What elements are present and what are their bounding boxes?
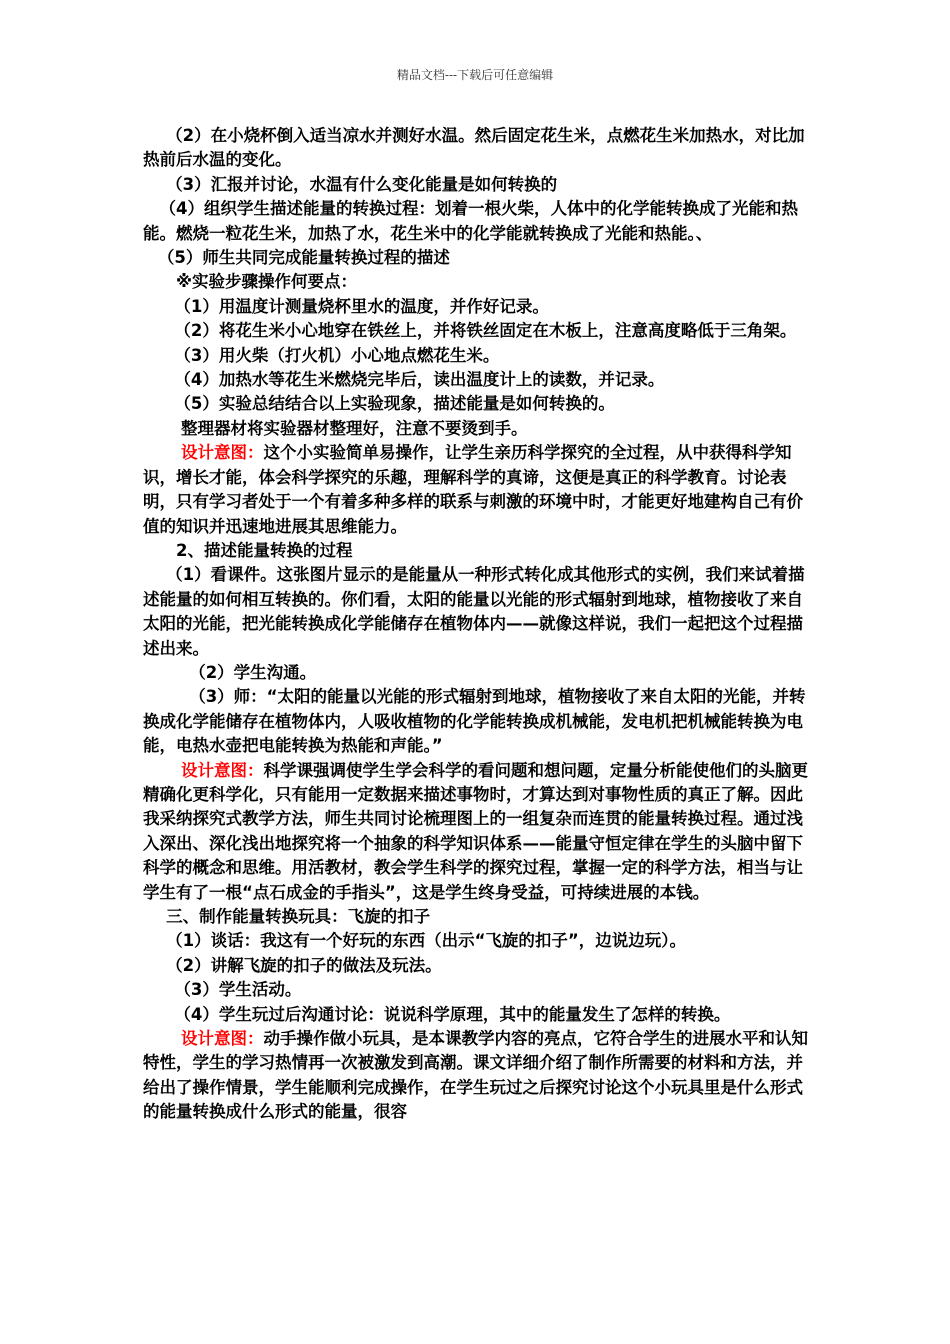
paragraph-text: （4）加热水等花生米燃烧完毕后，读出温度计上的读数，并记录。: [174, 370, 665, 390]
paragraph: [143, 685, 808, 758]
paragraph-text: （3）学生活动。: [174, 980, 302, 1000]
paragraph: [143, 344, 808, 368]
paragraph: [143, 319, 808, 343]
paragraph-text: 整理器材将实验器材整理好，注意不要烫到手。: [180, 418, 528, 438]
paragraph-text: ※实验步骤操作何要点：: [176, 272, 358, 292]
paragraph-text: 2、描述能量转换的过程: [176, 540, 353, 560]
paragraph: [143, 978, 808, 1002]
design-intent-paragraph: [143, 441, 808, 539]
paragraph: [143, 295, 808, 319]
paragraph: [143, 392, 808, 416]
paragraph-text: 三、制作能量转换玩具：飞旋的扣子: [166, 907, 431, 926]
paragraph-text: （4）学生玩过后沟通讨论：说说科学原理，其中的能量发生了怎样的转换。: [174, 1004, 731, 1024]
paragraph-text: （2）在小烧杯倒入适当凉水并测好水温。然后固定花生米，点燃花生米加热水，对比加热前后水温的变化。: [143, 126, 805, 170]
paragraph-text: （5）实验总结结合以上实验现象，描述能量是如何转换的。: [174, 394, 615, 414]
paragraph: [143, 661, 808, 685]
design-intent-label: 设计意图：: [180, 1029, 264, 1049]
paragraph-text: （2）学生沟通。: [189, 662, 317, 682]
paragraph-text: （1）谈话：我这有一个好玩的东西（出示“飞旋的扣子”，边说边玩）。: [166, 931, 687, 951]
paragraph: [143, 368, 808, 392]
paragraph: [143, 197, 808, 246]
paragraph-text: 科学课强调使学生学会科学的看问题和想问题，定量分析能使他们的头脑更精确化更科学化，只有能用一定数据来描述事物时，才算达到对事物性质的真正了解。因此我采纳探究式教学方法，师生共同讨论梳理图上的一组复杂而连贯的能量转换过程。通过浅入深出、深化浅出地探究将一个抽象的科学知识体系——能量守恒定律在学生的头脑中留下科学的概念和思维。用活教材，教会学生科学的探究过程，掌握一定的科学方法，相当与让学生有了一根“点石成金的手指头”，这是学生终身受益，可持续进展的本钱。: [143, 760, 808, 902]
paragraph: [143, 124, 808, 173]
paragraph-text: （3）汇报并讨论，水温有什么变化能量是如何转换的: [166, 174, 558, 194]
paragraph: [143, 954, 808, 978]
document-body: [143, 124, 808, 1125]
paragraph: [143, 173, 808, 197]
paragraph-text: （5）师生共同完成能量转换过程的描述: [157, 248, 450, 268]
design-intent-label: 设计意图：: [180, 760, 264, 780]
paragraph-text: （2）讲解飞旋的扣子的做法及玩法。: [166, 955, 442, 975]
paragraph: [143, 246, 808, 270]
paragraph-text: （1）看课件。这张图片显示的是能量从一种形式转化成其他形式的实例，我们来试着描述能量的如何相互转换的。你们看，太阳的能量以光能的形式辐射到地球，植物接收了来自太阳的光能，把光能转换成化学能储存在植物体内——就像这样说，我们一起把这个过程描述出来。: [143, 565, 805, 658]
paragraph: [143, 417, 808, 441]
design-intent-label: 设计意图：: [180, 443, 264, 463]
paragraph-text: 动手操作做小玩具，是本课教学内容的亮点，它符合学生的进展水平和认知特性，学生的学习热情再一次被激发到高潮。课文详细介绍了制作所需要的材料和方法，并给出了操作情景，学生能顺利完成操作，在学生玩过之后探究讨论这个小玩具里是什么形式的能量转换成什么形式的能量，很容: [143, 1029, 808, 1122]
paragraph-text: （4）组织学生描述能量的转换过程：划着一根火柴，人体中的化学能转换成了光能和热能。燃烧一粒花生米，加热了水，花生米中的化学能就转换成了光能和热能。、: [143, 199, 798, 243]
design-intent-paragraph: [143, 759, 808, 905]
paragraph-text: （2）将花生米小心地穿在铁丝上，并将铁丝固定在木板上，注意高度略低于三角架。: [174, 321, 797, 341]
paragraph: [143, 1003, 808, 1027]
paragraph-text: 这个小实验简单易操作，让学生亲历科学探究的全过程，从中获得科学知识，增长才能，体会科学探究的乐趣，理解科学的真谛，这便是真正的科学教育。讨论表明，只有学习者处于一个有着多种多样的联系与刺激的环境中时，才能更好地建构自己有价值的知识并迅速地进展其思维能力。: [143, 443, 803, 536]
paragraph-text: （3）用火柴（打火机）小心地点燃花生米。: [174, 345, 500, 365]
design-intent-paragraph: [143, 1027, 808, 1125]
page-header: 精品文档---下载后可任意编辑: [396, 68, 554, 82]
paragraph-text: （1）用温度计测量烧杯里水的温度，并作好记录。: [174, 296, 549, 316]
paragraph: [143, 563, 808, 661]
paragraph: [143, 270, 808, 294]
paragraph-text: （3）师：“太阳的能量以光能的形式辐射到地球，植物接收了来自太阳的光能，并转换成化学能储存在植物体内，人吸收植物的化学能转换成机械能，发电机把机械能转换为电能，电热水壶把电能转换为热能和声能。”: [143, 687, 806, 756]
paragraph: [143, 929, 808, 953]
paragraph: [143, 539, 808, 563]
paragraph: [143, 905, 808, 929]
